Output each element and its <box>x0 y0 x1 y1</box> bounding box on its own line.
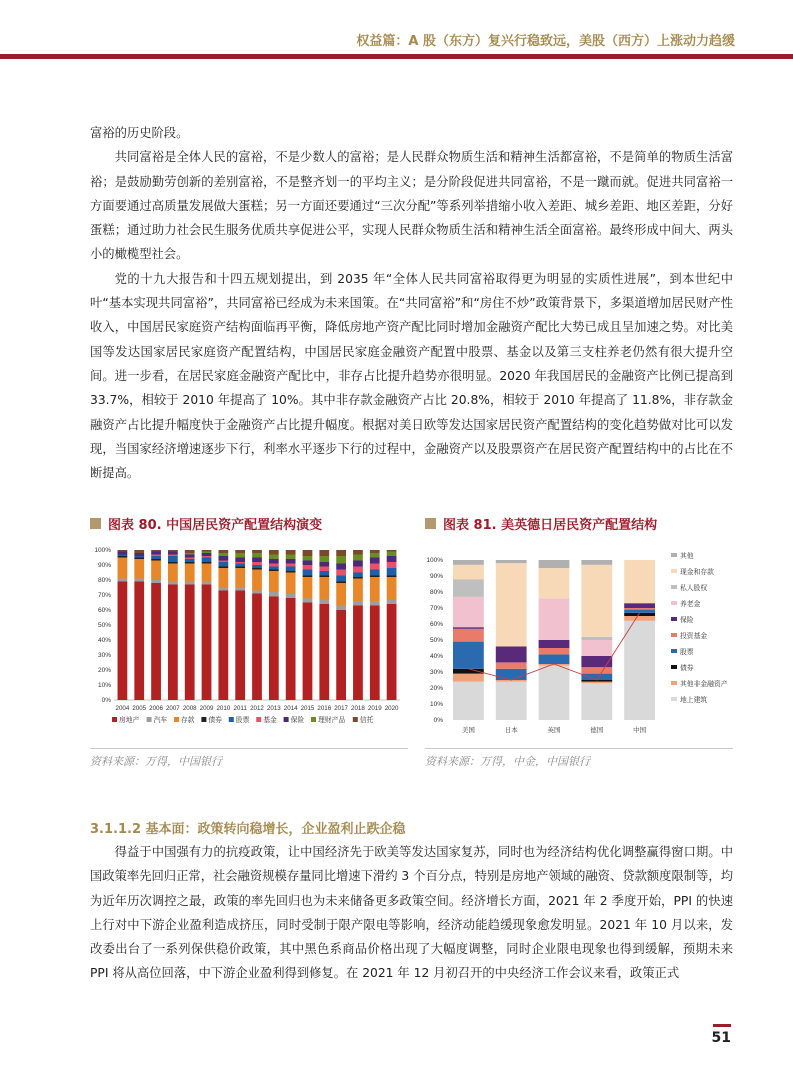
bar-segment <box>387 576 397 578</box>
figure-81-title-text: 图表 81. 美英德日居民资产配置结构 <box>443 518 658 533</box>
x-tick-label: 2014 <box>283 705 298 712</box>
bar-segment <box>185 553 195 555</box>
legend-swatch <box>671 585 677 589</box>
legend-swatch <box>671 617 677 621</box>
bar-segment <box>453 560 484 565</box>
bar-segment <box>581 560 612 565</box>
bar-segment <box>539 666 570 720</box>
bar-segment <box>269 571 279 592</box>
chart-80-svg <box>90 542 410 742</box>
legend-label: 保险 <box>290 716 305 724</box>
bar-segment <box>319 577 329 600</box>
bar-segment <box>168 555 178 557</box>
legend-label: 基金 <box>263 716 277 724</box>
bar-segment <box>336 564 346 570</box>
bar-segment <box>118 550 128 552</box>
bar-segment <box>453 682 484 720</box>
bar-segment <box>336 610 346 700</box>
bar-segment <box>235 562 245 564</box>
bar-segment <box>202 552 212 554</box>
header-divider <box>0 54 793 59</box>
x-tick-label: 2018 <box>351 705 365 712</box>
legend-label: 股票 <box>235 716 250 724</box>
x-tick-label: 日本 <box>504 726 518 734</box>
bar-segment <box>581 682 612 684</box>
bar-segment <box>235 568 245 588</box>
bar-segment <box>336 556 346 564</box>
bar-segment <box>539 648 570 654</box>
bar-segment <box>235 564 245 567</box>
bar-segment <box>151 552 161 555</box>
bar-segment <box>370 553 380 558</box>
bar-segment <box>202 558 212 563</box>
bar-segment <box>624 610 655 613</box>
y-tick-label: 0% <box>101 697 111 704</box>
bar-segment <box>353 579 363 602</box>
legend-label: 养老金 <box>680 600 701 608</box>
bar-segment <box>453 565 484 579</box>
legend-swatch <box>147 717 152 722</box>
bar-segment <box>286 571 296 573</box>
bar-segment <box>453 642 484 669</box>
bar-segment <box>319 562 329 567</box>
bar-segment <box>286 567 296 572</box>
y-tick-label: 50% <box>429 637 443 644</box>
bar-segment <box>252 550 262 553</box>
bar-segment <box>252 594 262 701</box>
bar-segment <box>303 576 313 578</box>
bar-segment <box>185 550 195 553</box>
legend-swatch <box>201 717 206 722</box>
bar-segment <box>218 553 228 556</box>
bar-segment <box>387 562 397 568</box>
bar-segment <box>624 621 655 720</box>
bar-segment <box>496 662 527 668</box>
bar-segment <box>319 604 329 700</box>
bar-segment <box>319 576 329 578</box>
square-bullet-icon <box>90 518 101 529</box>
legend-label: 房地产 <box>119 716 140 724</box>
legend-swatch <box>671 553 677 557</box>
figure-81-source: 资料来源：万得，中金，中国银行 <box>425 748 733 769</box>
bar-segment <box>303 561 313 566</box>
x-tick-label: 2010 <box>216 705 231 712</box>
bar-segment <box>134 579 144 582</box>
bar-segment <box>252 568 262 570</box>
bar-segment <box>319 600 329 605</box>
bar-segment <box>370 601 380 606</box>
bar-segment <box>168 585 178 701</box>
x-tick-label: 2015 <box>300 705 315 712</box>
bar-segment <box>336 550 346 556</box>
bar-segment <box>202 556 212 558</box>
bar-segment <box>453 674 484 682</box>
bar-segment <box>286 594 296 599</box>
legend-swatch <box>284 717 289 722</box>
legend-swatch <box>311 717 316 722</box>
paragraph: 党的十九大报告和十四五规划提出，到 2035 年“全体人民共同富裕取得更为明显的实质性进展”，到本世纪中叶“基本实现共同富裕”，共同富裕已经成为未来国策。在“共同富裕”和“房住不炒”政策背景下，多渠道增加居民财产性收入，中国居民家庭资产结构面临再平衡，降低房地产资产配比同时增加金融资产配比大势已成且呈加速之势。对比美国等发达国家居民家庭资产配置结构，中国居民家庭金融资产配置中股票、基金以及第三支柱养老仍然有很大提升空间。进一步看，在居民家庭金融资产配比中，非存占比提升趋势亦很明显。2020 年我国居民的金融资产比例已提高到 33.7%，相较于 2010 年提高了 10%。其中非存款金融资产占比 20.8%，相较于 2010 年提高了 11.8%，非存款金融资产占比提升幅度快于金融资产占比提升幅度。根据对美日欧等发达国家居民资产配置结构的变化趋势做对比可以发现，当国家经济增速逐步下行，利率水平逐步下行的过程中，金融资产以及股票资产在居民资产配置结构中的占比在不断提高。 <box>90 271 733 481</box>
bar-segment <box>453 597 484 627</box>
bar-segment <box>252 562 262 565</box>
bar-segment <box>235 591 245 701</box>
figure-80-title <box>90 514 322 533</box>
y-tick-label: 100% <box>426 557 443 564</box>
bar-segment <box>134 559 144 579</box>
bar-segment <box>319 571 329 576</box>
bar-segment <box>151 550 161 552</box>
bar-segment <box>453 629 484 642</box>
x-tick-label: 2004 <box>115 705 130 712</box>
figure-81-title <box>425 514 657 533</box>
bar-segment <box>539 654 570 664</box>
bar-segment <box>387 577 397 600</box>
bar-segment <box>286 564 296 567</box>
legend-swatch <box>256 717 261 722</box>
legend-label: 现金和存款 <box>680 568 714 576</box>
bar-segment <box>118 555 128 557</box>
x-tick-label: 2013 <box>266 705 281 712</box>
bar-segment <box>319 550 329 556</box>
bar-segment <box>539 640 570 648</box>
bar-segment <box>303 603 313 701</box>
bar-segment <box>151 561 161 581</box>
x-tick-label: 中国 <box>633 726 647 734</box>
legend-swatch <box>671 649 677 653</box>
legend-label: 私人股权 <box>680 584 708 592</box>
bar-segment <box>218 561 228 563</box>
paragraph: 富裕的历史阶段。 <box>90 126 189 140</box>
bar-segment <box>496 682 527 720</box>
bar-segment <box>581 565 612 637</box>
x-tick-label: 2005 <box>132 705 147 712</box>
page-number-accent <box>713 1024 731 1027</box>
bar-segment <box>151 556 161 559</box>
bar-segment <box>185 558 195 560</box>
bar-segment <box>353 577 363 579</box>
y-tick-label: 10% <box>429 701 443 708</box>
bar-segment <box>370 558 380 564</box>
bar-segment <box>185 582 195 585</box>
y-tick-label: 40% <box>429 653 443 660</box>
bar-segment <box>353 550 363 555</box>
x-tick-label: 2012 <box>250 705 264 712</box>
bar-segment <box>218 568 228 588</box>
bar-segment <box>134 550 144 553</box>
y-tick-label: 70% <box>97 592 111 599</box>
bar-segment <box>336 570 346 576</box>
legend-swatch <box>229 717 234 722</box>
bar-segment <box>202 550 212 552</box>
bar-segment <box>286 559 296 564</box>
header-title: 权益篇：A 股（东方）复兴行稳致远，美股（西方）上涨动力趋缓 <box>356 34 735 49</box>
bar-segment <box>235 558 245 563</box>
bar-segment <box>303 556 313 561</box>
bar-segment <box>453 627 484 629</box>
section-heading: 3.1.1.2 基本面：政策转向稳增长，企业盈利止跌企稳 <box>90 822 406 837</box>
legend-label: 理财产品 <box>318 716 346 724</box>
bar-segment <box>353 601 363 606</box>
bar-segment <box>496 563 527 646</box>
bar-segment <box>235 567 245 569</box>
bar-segment <box>539 598 570 640</box>
paragraph: 共同富裕是全体人民的富裕，不是少数人的富裕；是人民群众物质生活和精神生活都富裕，不是简单的物质生活富裕；是鼓励勤劳创新的差别富裕，不是整齐划一的平均主义；是分阶段促进共同富裕，不是一蹴而就。促进共同富裕一方面要通过高质量发展做大蛋糕；另一方面还要通过“三次分配”等系列举措缩小收入差距、城乡差距、地区差距，分好蛋糕；通过助力社会民生服务优质共享促进公平，实现人民群众物质生活和精神生活全面富裕。最终形成中间大、两头小的橄榄型社会。 <box>90 150 733 262</box>
x-tick-label: 2007 <box>165 705 180 712</box>
x-tick-label: 美国 <box>461 726 475 734</box>
bar-segment <box>134 556 144 558</box>
bar-segment <box>387 604 397 700</box>
body-text-bottom <box>90 840 733 986</box>
bar-segment <box>168 552 178 555</box>
y-tick-label: 60% <box>97 607 111 614</box>
page-number: 51 <box>711 1030 731 1046</box>
bar-segment <box>134 582 144 701</box>
chart-81-svg <box>425 542 735 742</box>
x-tick-label: 2020 <box>384 705 399 712</box>
bar-segment <box>252 591 262 594</box>
legend-label: 其他 <box>680 552 694 560</box>
bar-segment <box>370 550 380 553</box>
bar-segment <box>269 555 279 560</box>
bar-segment <box>387 556 397 562</box>
bar-segment <box>218 556 228 561</box>
bar-segment <box>353 573 363 578</box>
legend-swatch <box>353 717 358 722</box>
bar-segment <box>202 585 212 701</box>
bar-segment <box>202 582 212 585</box>
bar-segment <box>581 667 612 673</box>
bar-segment <box>134 558 144 560</box>
bar-segment <box>370 606 380 701</box>
bar-segment <box>151 583 161 700</box>
bar-segment <box>218 588 228 591</box>
bar-segment <box>185 555 195 558</box>
legend-swatch <box>112 717 117 722</box>
bar-segment <box>624 616 655 621</box>
legend-label: 存款 <box>181 716 195 724</box>
x-tick-label: 2008 <box>182 705 197 712</box>
bar-segment <box>185 564 195 582</box>
bar-segment <box>252 553 262 558</box>
x-tick-label: 2011 <box>233 705 247 712</box>
bar-segment <box>218 562 228 567</box>
y-tick-label: 70% <box>429 605 443 612</box>
bar-segment <box>336 583 346 606</box>
bar-segment <box>118 552 128 555</box>
bar-segment <box>539 560 570 568</box>
x-tick-label: 2017 <box>334 705 349 712</box>
x-tick-label: 2006 <box>149 705 163 712</box>
bar-segment <box>218 550 228 553</box>
chart-80 <box>90 542 410 742</box>
y-tick-label: 20% <box>429 685 443 692</box>
bar-segment <box>496 560 527 563</box>
bar-segment <box>118 579 128 582</box>
bar-segment <box>252 570 262 591</box>
bar-segment <box>252 558 262 563</box>
bar-segment <box>303 550 313 556</box>
bar-segment <box>370 576 380 578</box>
y-tick-label: 10% <box>97 682 111 689</box>
bar-segment <box>151 580 161 583</box>
legend-swatch <box>671 601 677 605</box>
bar-segment <box>303 565 313 570</box>
bar-segment <box>185 562 195 564</box>
bar-segment <box>303 577 313 598</box>
bar-segment <box>581 674 612 680</box>
bar-segment <box>581 683 612 720</box>
bar-segment <box>118 556 128 558</box>
bar-segment <box>134 553 144 556</box>
bar-segment <box>353 555 363 561</box>
y-tick-label: 50% <box>97 622 111 629</box>
legend-label: 保险 <box>680 616 694 624</box>
bar-segment <box>118 582 128 701</box>
y-tick-label: 60% <box>429 621 443 628</box>
bar-segment <box>624 603 655 608</box>
y-tick-label: 80% <box>97 577 111 584</box>
bar-segment <box>168 582 178 585</box>
legend-label: 投资基金 <box>680 632 708 640</box>
bar-segment <box>336 606 346 611</box>
legend-label: 股票 <box>680 648 694 656</box>
bar-segment <box>235 550 245 553</box>
bar-segment <box>336 576 346 582</box>
bar-segment <box>185 559 195 562</box>
bar-segment <box>336 582 346 584</box>
legend-swatch <box>671 681 677 685</box>
bar-segment <box>168 550 178 552</box>
legend-label: 地上建筑 <box>680 696 708 704</box>
bar-segment <box>387 550 397 552</box>
y-tick-label: 30% <box>97 652 111 659</box>
x-tick-label: 英国 <box>547 726 561 734</box>
bar-segment <box>286 555 296 560</box>
legend-label: 债券 <box>208 716 222 724</box>
bar-segment <box>269 550 279 555</box>
bar-segment <box>303 570 313 576</box>
x-tick-label: 2016 <box>317 705 332 712</box>
bar-segment <box>581 640 612 656</box>
figure-80-title-text: 图表 80. 中国居民资产配置结构演变 <box>108 518 323 533</box>
y-tick-label: 90% <box>97 562 111 569</box>
bar-segment <box>269 564 279 567</box>
bar-segment <box>370 564 380 570</box>
bar-segment <box>269 597 279 701</box>
bar-segment <box>235 553 245 558</box>
bar-segment <box>496 646 527 662</box>
bar-segment <box>319 556 329 562</box>
x-tick-label: 2019 <box>367 705 382 712</box>
bar-segment <box>387 600 397 605</box>
bar-segment <box>319 567 329 572</box>
bar-segment <box>387 568 397 576</box>
bar-segment <box>286 573 296 594</box>
bar-segment <box>269 592 279 597</box>
bar-segment <box>353 567 363 573</box>
bar-segment <box>370 570 380 576</box>
paragraph: 得益于中国强有力的抗疫政策，让中国经济先于欧美等发达国家复苏，同时也为经济结构优化调整赢得窗口期。中国政策率先回归正常，社会融资规模存量同比增速下滑约 3 个百分点，特别是房地产领域的融资、贷款额度限制等，均为近年历次调控之最，政策的率先回归也为未来储备更多政策空间。经济增长方面，2021 年 2 季度开始，PPI 的快速上行对中下游企业盈利造成挤压，同时受制于限产限电等影响，经济动能趋缓现象愈发明显。2021 年 10 月以来，发改委出台了一系列保供稳价政策，其中黑色系商品价格出现了大幅度调整，同时企业限电现象也得到缓解，预期未来 PPI 将从高位回落，中下游企业盈利得到修复。在 2021 年 12 月初召开的中央经济工作会议来看，政策正式 <box>90 845 733 981</box>
bar-segment <box>151 555 161 557</box>
bar-segment <box>151 559 161 561</box>
bar-segment <box>168 556 178 562</box>
bar-segment <box>286 598 296 700</box>
bar-segment <box>185 585 195 701</box>
y-tick-label: 40% <box>97 637 111 644</box>
bar-segment <box>387 552 397 557</box>
bar-segment <box>453 579 484 597</box>
bar-segment <box>202 553 212 556</box>
body-text-top <box>90 121 733 485</box>
x-tick-label: 德国 <box>590 726 604 734</box>
bar-segment <box>168 564 178 582</box>
bar-segment <box>269 559 279 564</box>
bar-segment <box>353 561 363 567</box>
bar-segment <box>286 550 296 555</box>
bar-segment <box>269 570 279 572</box>
y-tick-label: 100% <box>94 547 111 554</box>
y-tick-label: 80% <box>429 589 443 596</box>
bar-segment <box>118 558 128 579</box>
bar-segment <box>202 564 212 582</box>
legend-swatch <box>671 665 677 669</box>
bar-segment <box>539 568 570 598</box>
y-tick-label: 20% <box>97 667 111 674</box>
chart-81 <box>425 542 735 742</box>
legend-label: 其他非金融资产 <box>680 680 728 688</box>
bar-segment <box>252 565 262 568</box>
bar-segment <box>202 562 212 564</box>
bar-segment <box>353 606 363 701</box>
bar-segment <box>624 560 655 603</box>
legend-label: 债券 <box>680 664 694 672</box>
bar-segment <box>168 562 178 564</box>
square-bullet-icon <box>425 518 436 529</box>
bar-segment <box>235 588 245 591</box>
legend-label: 信托 <box>359 716 374 724</box>
bar-segment <box>581 656 612 667</box>
bar-segment <box>624 608 655 610</box>
y-tick-label: 30% <box>429 669 443 676</box>
bar-segment <box>218 591 228 701</box>
bar-segment <box>496 669 527 680</box>
legend-swatch <box>174 717 179 722</box>
x-tick-label: 2009 <box>199 705 214 712</box>
bar-segment <box>218 567 228 569</box>
figure-80-source: 资料来源：万得，中国银行 <box>90 748 408 769</box>
bar-segment <box>581 637 612 640</box>
legend-swatch <box>671 697 677 701</box>
y-tick-label: 0% <box>433 717 443 724</box>
bar-segment <box>269 567 279 570</box>
legend-label: 汽车 <box>153 716 168 724</box>
y-tick-label: 90% <box>429 573 443 580</box>
bar-segment <box>303 598 313 603</box>
legend-swatch <box>671 569 677 573</box>
legend-swatch <box>671 633 677 637</box>
bar-segment <box>370 577 380 601</box>
